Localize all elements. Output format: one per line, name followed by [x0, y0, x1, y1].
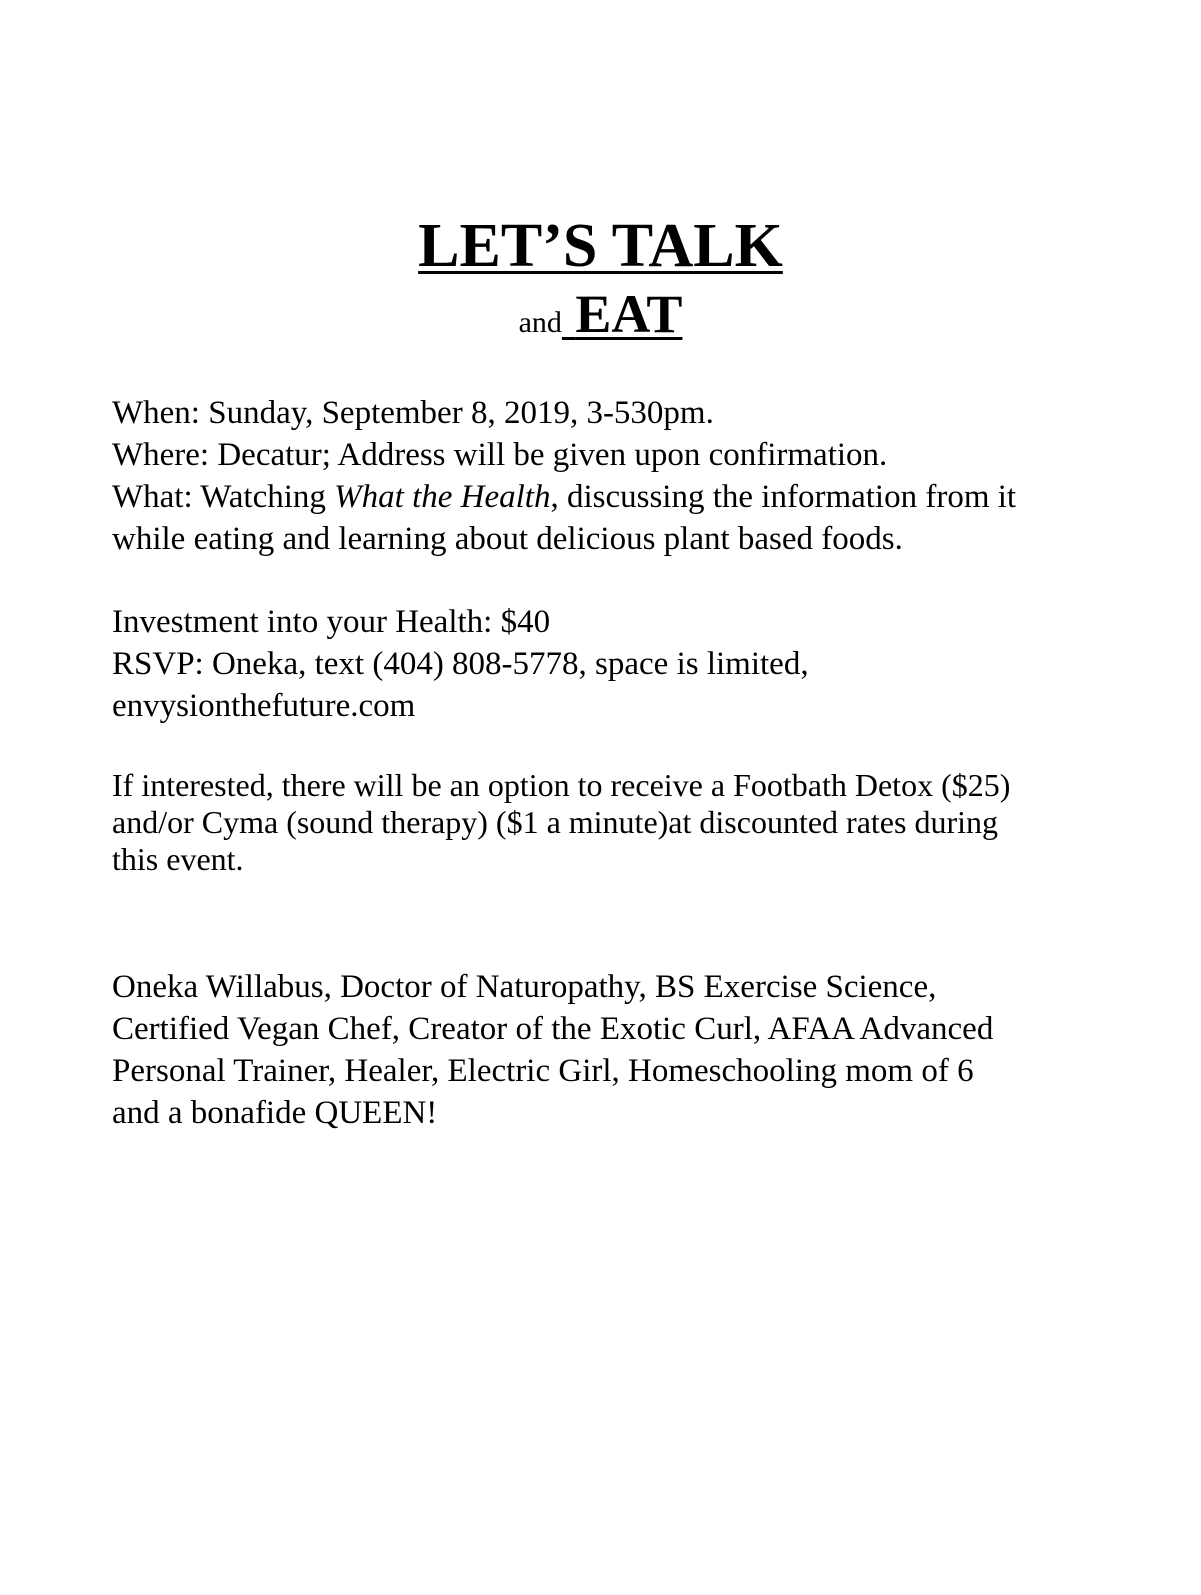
- what-prefix: What: Watching: [112, 479, 335, 515]
- flyer-subtitle: [0, 284, 1201, 358]
- flyer-title-text: LET’S TALK: [418, 212, 783, 280]
- event-details: [112, 392, 1112, 560]
- bio-line-1: Oneka Willabus, Doctor of Naturopathy, BS Exercise Science,: [112, 969, 937, 1005]
- investment-line: Investment into your Health: $40: [112, 604, 551, 640]
- what-line: [112, 476, 1112, 518]
- flyer-title: [0, 210, 1201, 282]
- subtitle-eat: [562, 284, 683, 344]
- rsvp-line: RSVP: Oneka, text (404) 808-5778, space is limited,: [112, 646, 809, 682]
- subtitle-and: and: [518, 306, 562, 339]
- when-line: When: Sunday, September 8, 2019, 3-530pm.: [112, 395, 714, 431]
- subtitle-eat-text: EAT: [575, 284, 683, 344]
- bio-line-3: Personal Trainer, Healer, Electric Girl, Homeschooling mom of 6: [112, 1053, 974, 1089]
- where-line: Where: Decatur; Address will be given upon confirmation.: [112, 437, 888, 473]
- options-line-1: If interested, there will be an option to receive a Footbath Detox ($25): [112, 767, 1011, 803]
- bio-line-4: and a bonafide QUEEN!: [112, 1095, 438, 1131]
- what-suffix: , discussing the information from it: [550, 479, 1017, 515]
- options-line-2: and/or Cyma (sound therapy) ($1 a minute)at discounted rates during: [112, 804, 998, 840]
- website-line: envysionthefuture.com: [112, 688, 416, 724]
- host-bio: [112, 966, 1112, 1134]
- optional-services: [112, 767, 1112, 878]
- bio-line-2: Certified Vegan Chef, Creator of the Exotic Curl, AFAA Advanced: [112, 1011, 994, 1047]
- options-line-3: this event.: [112, 841, 244, 877]
- what-line-2: while eating and learning about delicious plant based foods.: [112, 521, 903, 557]
- film-title: What the Health: [334, 479, 551, 515]
- pricing-rsvp: [112, 601, 1112, 727]
